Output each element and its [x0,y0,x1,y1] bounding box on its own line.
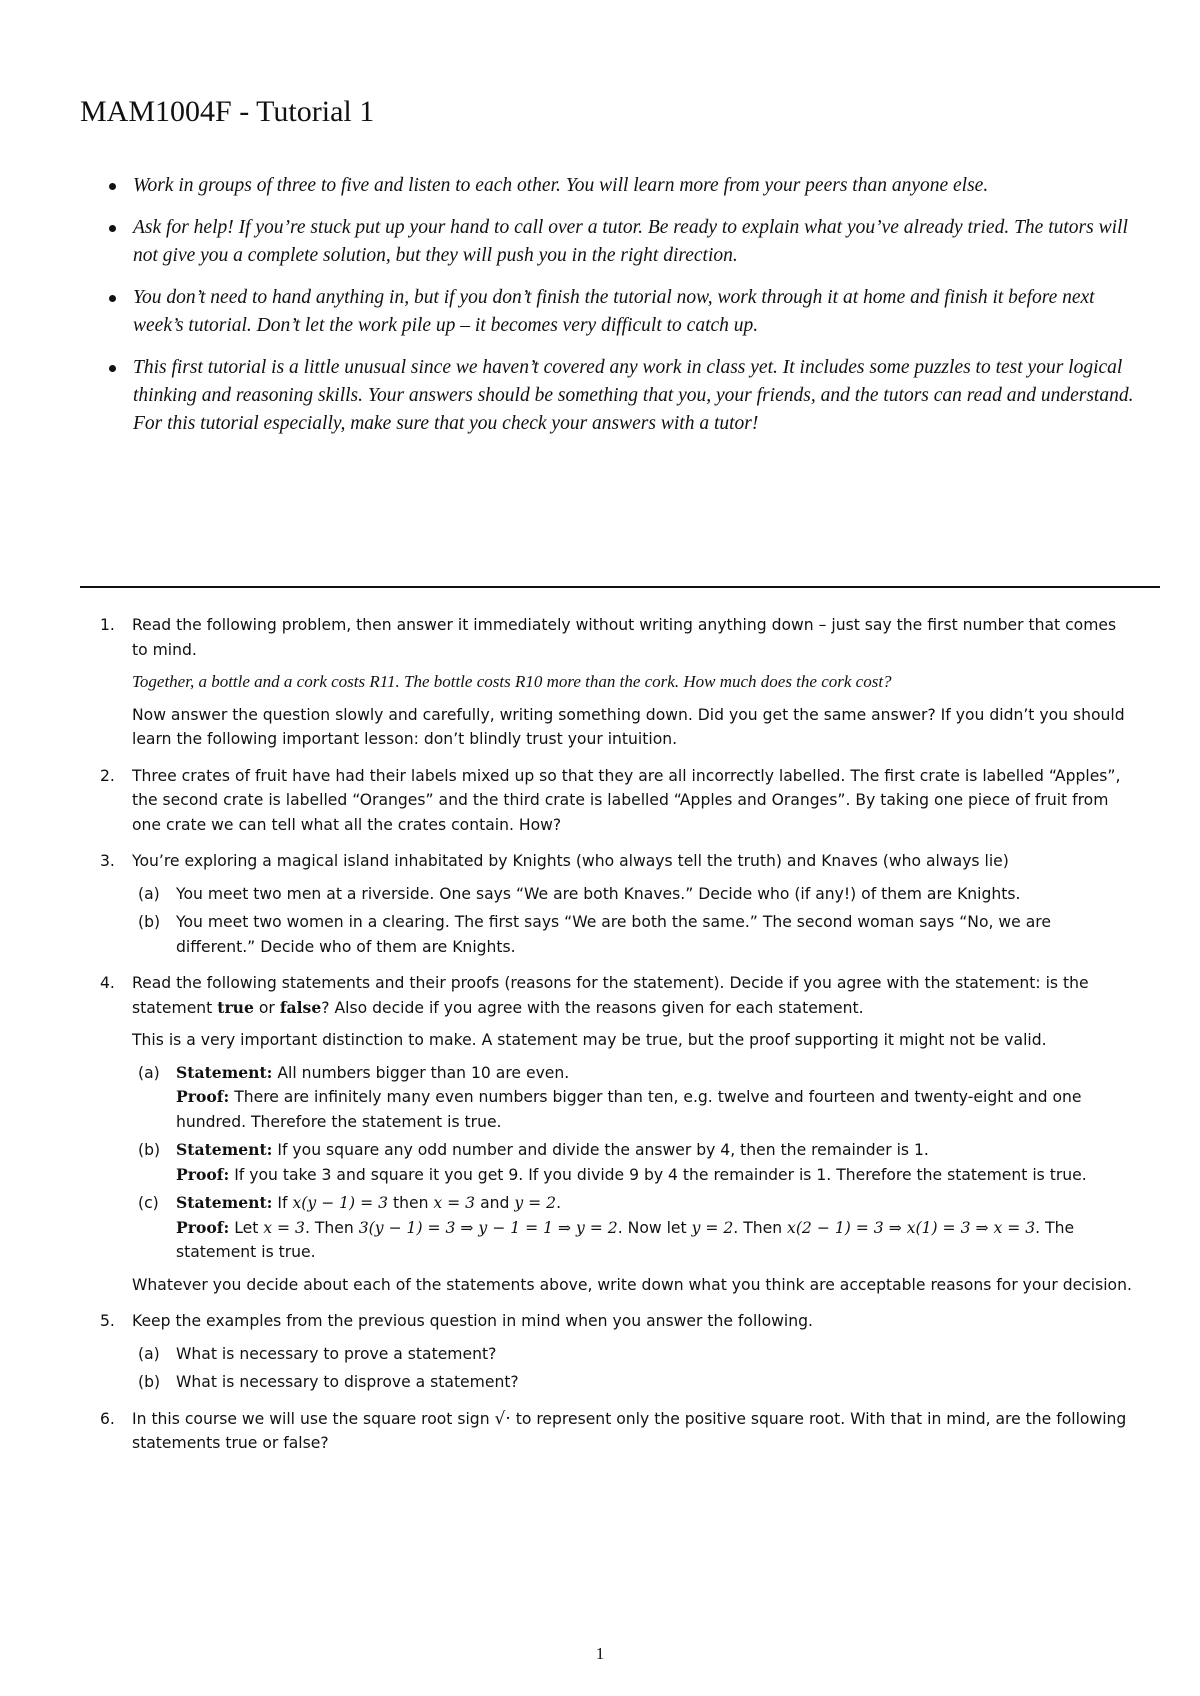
question-3b [132,910,1135,959]
proof-label: Proof: [176,1087,230,1106]
math-expression: x(y − 1) = 3 [292,1194,389,1212]
proof-text: If you take 3 and square it you get 9. If you divide 9 by 4 the remainder is 1. Therefore the statement is true. [234,1165,1087,1184]
part-label: (a) [138,1063,160,1082]
question-3a-text: You meet two men at a riverside. One says “We are both Knaves.” Decide who (if any!) of them are Knights. [176,884,1021,903]
question-4a [132,1061,1135,1135]
question-3-parts [132,882,1135,960]
proof-label: Proof: [176,1217,230,1237]
question-4b [132,1138,1135,1187]
instruction-text: You don’t need to hand anything in, but if you don’t finish the tutorial now, work through it at home and finish it before next week’s tutorial. Don’t let the work pile up – it becomes very difficult to catch up. [133,287,1095,336]
bullet-icon [109,183,116,190]
proof-text: There are infinitely many even numbers bigger than ten, e.g. twelve and fourteen and twenty-eight and one hundred. Therefore the statement is true. [176,1088,1082,1131]
or-word: or [253,998,280,1017]
part-label: (b) [138,1141,161,1159]
part-label: (b) [138,913,161,931]
proof [176,1163,1135,1188]
proof-text: . Then [733,1218,788,1237]
question-5-text: Keep the examples from the previous question in mind when you answer the following. [132,1312,813,1330]
proof [176,1085,1135,1134]
proof [176,1216,1135,1265]
statement-label: Statement: [176,1140,273,1159]
question-1-puzzle: Together, a bottle and a cork costs R11. The bottle costs R10 more than the cork. How much does the cork cost? [132,672,892,691]
question-3b-text: You meet two women in a clearing. The first says “We are both the same.” The second woman says “No, we are different.” Decide who of them are Knights. [176,913,1051,956]
question-5a [132,1342,1135,1367]
intro-text: Read the following statements and their proofs (reasons for the statement). Decide if you agree with the statement: is the statement [132,974,1089,1017]
question-number: 3. [100,852,115,870]
math-expression: 3(y − 1) = 3 ⇒ y − 1 = 1 ⇒ y = 2 [358,1218,618,1237]
question-3a [132,882,1135,907]
math-expression: y = 2 [514,1194,557,1212]
instruction-item [105,214,1135,270]
math-expression: x = 3 [433,1194,476,1212]
statement-text: If [277,1194,293,1212]
proof-text: Let [234,1218,264,1237]
instruction-item [105,284,1135,340]
question-6-text [132,1407,1135,1456]
bullet-icon [109,225,116,232]
bullet-icon [109,365,116,372]
page-title: MAM1004F - Tutorial 1 [80,95,375,128]
question-5-parts [132,1342,1135,1395]
question-4c [132,1191,1135,1265]
proof-label: Proof: [176,1164,230,1184]
question-5b-text: What is necessary to disprove a statement? [176,1373,519,1391]
question-4-parts [132,1061,1135,1265]
question-3 [100,849,1135,959]
question-5 [100,1309,1135,1395]
question-4-note: This is a very important distinction to make. A statement may be true, but the proof supporting it might not be valid. [132,1031,1047,1049]
false-word: false [279,997,322,1017]
question-4 [100,971,1135,1297]
question-1-followup: Now answer the question slowly and carefully, writing something down. Did you get the same answer? If you didn’t you should learn the following important lesson: don’t blindly trust your intuition. [132,705,1125,748]
instruction-item [105,172,1135,200]
question-6 [100,1407,1135,1456]
statement-text: and [475,1194,515,1212]
statement-text: then [388,1194,434,1212]
question-3-text: You’re exploring a magical island inhabitated by Knights (who always tell the truth) and Knaves (who always lie) [132,852,1009,870]
statement-label: Statement: [176,1193,273,1212]
true-word: true [217,997,254,1017]
statement-label: Statement: [176,1062,273,1082]
instruction-text: Work in groups of three to five and listen to each other. You will learn more from your peers than anyone else. [133,175,989,196]
question-text: In this course we will use the square root sign [132,1409,495,1428]
intro-text: ? Also decide if you agree with the reasons given for each statement. [321,998,864,1017]
section-divider [80,586,1160,588]
question-5a-text: What is necessary to prove a statement? [176,1344,497,1363]
question-4-intro [132,971,1135,1020]
question-2 [100,764,1135,838]
part-label: (a) [138,884,160,903]
question-1-intro: Read the following problem, then answer it immediately without writing anything down – just say the first number that comes to mind. [132,616,1117,659]
math-expression: x(2 − 1) = 3 ⇒ x(1) = 3 ⇒ x = 3 [787,1218,1036,1237]
statement-text: All numbers bigger than 10 are even. [277,1063,570,1082]
question-number: 1. [100,616,115,634]
page-number: 1 [595,1644,605,1663]
instruction-list [105,172,1135,452]
bullet-icon [109,295,116,302]
question-text: to represent only the positive square root. With that in mind, are the following statements true or false? [132,1409,1127,1452]
proof-text: . Now let [617,1218,692,1237]
question-5b [132,1370,1135,1395]
square-root-symbol: √· [494,1408,511,1429]
instruction-text: This first tutorial is a little unusual since we haven’t covered any work in class yet. It includes some puzzles to test your logical thinking and reasoning skills. Your answers should be something that you, your friends, and the tutors can read and understand. For this tutorial especially, make sure that you check your answers with a tutor! [133,357,1134,434]
question-number: 2. [100,766,115,785]
statement [176,1138,1135,1163]
statement [176,1191,1135,1216]
math-expression: y = 2 [691,1218,734,1237]
question-number: 6. [100,1409,115,1428]
question-number: 5. [100,1312,115,1330]
statement-text: If you square any odd number and divide the answer by 4, then the remainder is 1. [277,1141,929,1159]
math-expression: x = 3 [263,1218,305,1237]
instruction-text: Ask for help! If you’re stuck put up your hand to call over a tutor. Be ready to explain what you’ve already tried. The tutors will not give you a complete solution, but they will push you in the right direction. [133,217,1128,266]
question-2-text: Three crates of fruit have had their labels mixed up so that they are all incorrectly labelled. The first crate is labelled “Apples”, the second crate is labelled “Oranges” and the third crate is labelled “Apples and Oranges”. By taking one piece of fruit from one crate we can tell what all the crates contain. How? [132,766,1121,834]
question-1 [100,613,1135,752]
part-label: (c) [138,1194,159,1212]
instruction-item [105,354,1135,438]
question-4-closing: Whatever you decide about each of the statements above, write down what you think are acceptable reasons for your decision. [132,1275,1132,1294]
part-label: (a) [138,1344,160,1363]
question-number: 4. [100,974,115,992]
proof-text: . Then [304,1218,359,1237]
statement-text: . [556,1194,562,1212]
problem-list [100,613,1135,1468]
statement [176,1061,1135,1086]
part-label: (b) [138,1373,161,1391]
proof-text: . The statement is true. [176,1218,1075,1261]
